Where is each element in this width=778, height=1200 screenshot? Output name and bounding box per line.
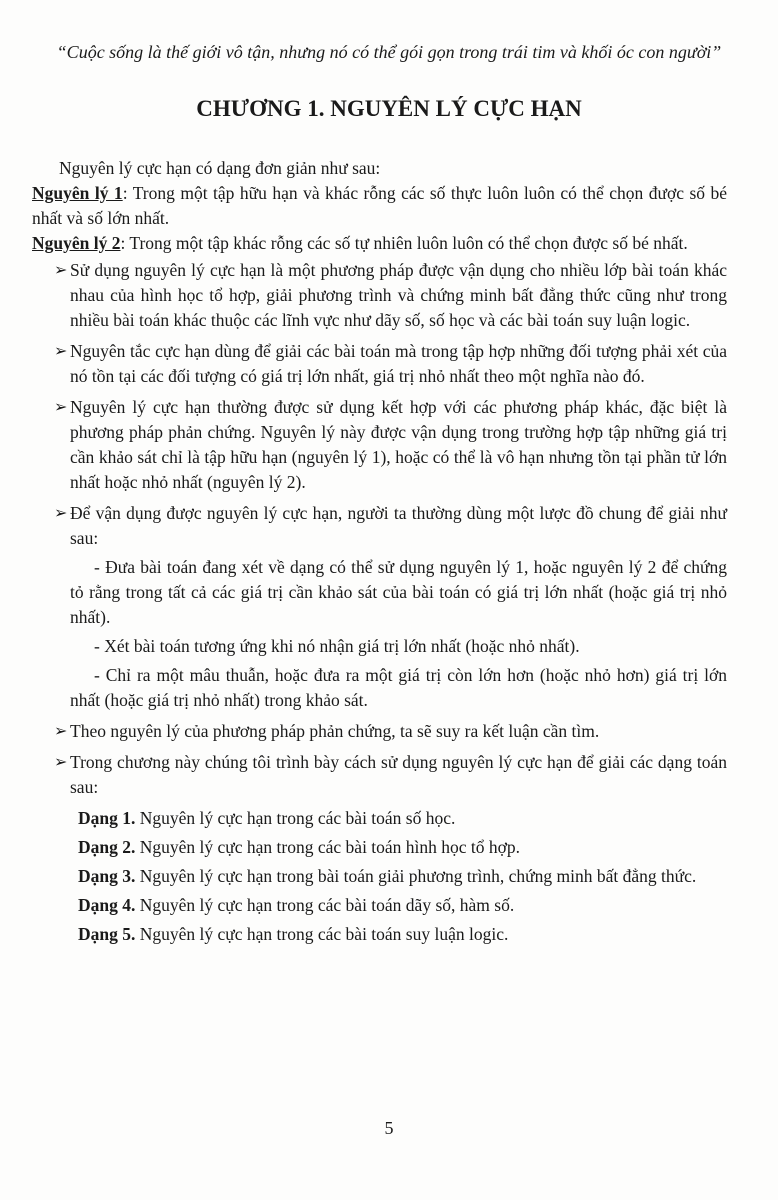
form-label: Dạng 1. bbox=[78, 808, 136, 828]
form-item bbox=[78, 922, 727, 947]
bullet-text: Để vận dụng được nguyên lý cực hạn, người ta thường dùng một lược đồ chung để giải như sau: bbox=[70, 503, 727, 548]
form-text: Nguyên lý cực hạn trong các bài toán số học. bbox=[135, 808, 456, 828]
principle-label: Nguyên lý 2 bbox=[32, 233, 121, 253]
bullet-list bbox=[32, 258, 727, 947]
bullet-item bbox=[32, 719, 727, 744]
bullet-item bbox=[32, 750, 727, 947]
form-text: Nguyên lý cực hạn trong các bài toán suy luận logic. bbox=[135, 924, 509, 944]
arrowhead-bullet-icon: ➢ bbox=[54, 505, 68, 522]
epigraph: “Cuộc sống là thế giới vô tận, nhưng nó có thể gói gọn trong trái tim và khối óc con người” bbox=[56, 42, 722, 62]
intro-paragraph: Nguyên lý cực hạn có dạng đơn giản như sau: bbox=[59, 158, 381, 178]
form-text: Nguyên lý cực hạn trong các bài toán dãy số, hàm số. bbox=[135, 895, 515, 915]
scheme-step: - Đưa bài toán đang xét về dạng có thể sử dụng nguyên lý 1, hoặc nguyên lý 2 để chứng tỏ rằng trong tất cả các giá trị cần khảo sát của bài toán có giá trị lớn nhất (hoặc giá trị nhỏ nhất). bbox=[70, 557, 727, 627]
arrowhead-bullet-icon: ➢ bbox=[54, 723, 68, 740]
principle-label: Nguyên lý 1 bbox=[32, 183, 123, 203]
arrowhead-bullet-icon: ➢ bbox=[54, 754, 68, 771]
principle-1 bbox=[32, 181, 727, 231]
bullet-text: Trong chương này chúng tôi trình bày cách sử dụng nguyên lý cực hạn để giải các dạng toán sau: bbox=[70, 752, 727, 797]
principle-text: : Trong một tập hữu hạn và khác rỗng các số thực luôn luôn có thể chọn được số bé nhất và số lớn nhất. bbox=[32, 183, 728, 228]
principle-2 bbox=[32, 231, 727, 256]
bullet-text: Nguyên tắc cực hạn dùng để giải các bài toán mà trong tập hợp những đối tượng phải xét của nó tồn tại các đối tượng có giá trị lớn nhất, giá trị nhỏ nhất theo một nghĩa nào đó. bbox=[70, 341, 727, 386]
form-label: Dạng 2. bbox=[78, 837, 136, 857]
form-label: Dạng 3. bbox=[78, 866, 136, 886]
arrowhead-bullet-icon: ➢ bbox=[54, 343, 68, 360]
chapter-body bbox=[32, 156, 727, 953]
bullet-item bbox=[32, 395, 727, 495]
forms-list bbox=[70, 806, 727, 947]
page-number: 5 bbox=[384, 1118, 394, 1138]
form-item bbox=[78, 806, 727, 831]
form-item bbox=[78, 835, 727, 860]
principle-text: : Trong một tập khác rỗng các số tự nhiên luôn luôn có thể chọn được số bé nhất. bbox=[120, 233, 688, 253]
form-text: Nguyên lý cực hạn trong các bài toán hình học tổ hợp. bbox=[135, 837, 521, 857]
bullet-text: Theo nguyên lý của phương pháp phản chứng, ta sẽ suy ra kết luận cần tìm. bbox=[70, 721, 600, 741]
form-label: Dạng 5. bbox=[78, 924, 136, 944]
form-label: Dạng 4. bbox=[78, 895, 136, 915]
bullet-item bbox=[32, 339, 727, 389]
bullet-item bbox=[32, 501, 727, 713]
chapter-title: CHƯƠNG 1. NGUYÊN LÝ CỰC HẠN bbox=[196, 96, 582, 121]
bullet-text: Sử dụng nguyên lý cực hạn là một phương pháp được vận dụng cho nhiều lớp bài toán khác nhau của hình học tổ hợp, giải phương trình và chứng minh bất đẳng thức cũng như trong nhiều bài toán khác thuộc các lĩnh vực như dãy số, số học và các bài toán suy luận logic. bbox=[70, 260, 727, 330]
form-item bbox=[78, 893, 727, 918]
form-text: Nguyên lý cực hạn trong bài toán giải phương trình, chứng minh bất đẳng thức. bbox=[135, 866, 697, 886]
bullet-text: Nguyên lý cực hạn thường được sử dụng kết hợp với các phương pháp khác, đặc biệt là phương pháp phản chứng. Nguyên lý này được vận dụng trong trường hợp tập những giá trị cần khảo sát chỉ là tập hữu hạn (nguyên lý 1), hoặc có thể là vô hạn nhưng tồn tại phần tử lớn nhất hoặc nhỏ nhất (nguyên lý 2). bbox=[70, 397, 727, 492]
arrowhead-bullet-icon: ➢ bbox=[54, 399, 68, 416]
bullet-item bbox=[32, 258, 727, 333]
scheme-step: - Xét bài toán tương ứng khi nó nhận giá trị lớn nhất (hoặc nhỏ nhất). bbox=[94, 636, 580, 656]
arrowhead-bullet-icon: ➢ bbox=[54, 262, 68, 279]
form-item bbox=[78, 864, 727, 889]
scheme-step: - Chỉ ra một mâu thuẫn, hoặc đưa ra một giá trị còn lớn hơn (hoặc nhỏ hơn) giá trị lớn nhất (hoặc giá trị nhỏ nhất) trong khảo sát. bbox=[70, 665, 727, 710]
